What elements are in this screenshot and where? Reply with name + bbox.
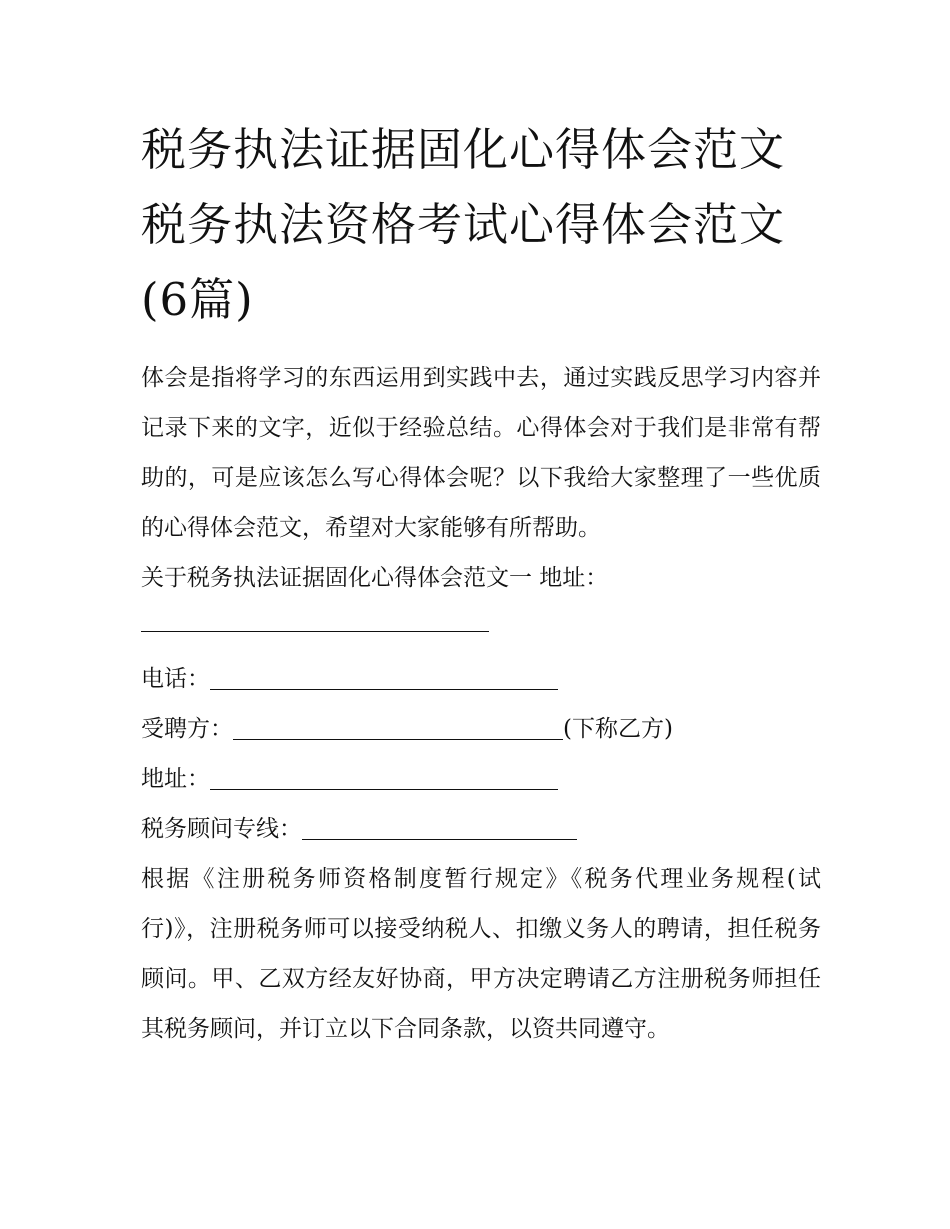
field-address-blank xyxy=(210,767,558,790)
field-hotline-label: 税务顾问专线： xyxy=(141,816,302,842)
field-address-label: 地址： xyxy=(141,766,210,792)
field-phone xyxy=(141,654,821,704)
field-employee xyxy=(141,704,821,754)
field-employee-suffix: (下称乙方) xyxy=(563,716,673,742)
body-paragraph: 根据《注册税务师资格制度暂行规定》《税务代理业务规程(试行)》，注册税务师可以接受纳税人、扣缴义务人的聘请，担任税务顾问。甲、乙双方经友好协商，甲方决定聘请乙方注册税务师担任其税务顾问，并订立以下合同条款，以资共同遵守。 xyxy=(141,866,821,1042)
field-employee-label: 受聘方： xyxy=(141,716,233,742)
document-title-text: 税务执法证据固化心得体会范文 税务执法资格考试心得体会范文(6篇) xyxy=(141,123,786,326)
field-employee-blank xyxy=(233,717,563,740)
field-hotline xyxy=(141,804,821,854)
field-phone-blank xyxy=(210,667,558,690)
section-heading: 关于税务执法证据固化心得体会范文一 地址： xyxy=(141,565,609,591)
document-body xyxy=(141,353,821,1054)
document-page xyxy=(141,112,821,1054)
document-title xyxy=(141,112,821,337)
field-phone-label: 电话： xyxy=(141,666,210,692)
address-blank-line xyxy=(141,603,489,632)
field-hotline-blank xyxy=(302,817,577,840)
field-address xyxy=(141,754,821,804)
intro-paragraph: 体会是指将学习的东西运用到实践中去，通过实践反思学习内容并记录下来的文字，近似于经验总结。心得体会对于我们是非常有帮助的，可是应该怎么写心得体会呢？以下我给大家整理了一些优质的心得体会范文，希望对大家能够有所帮助。 xyxy=(141,365,821,541)
